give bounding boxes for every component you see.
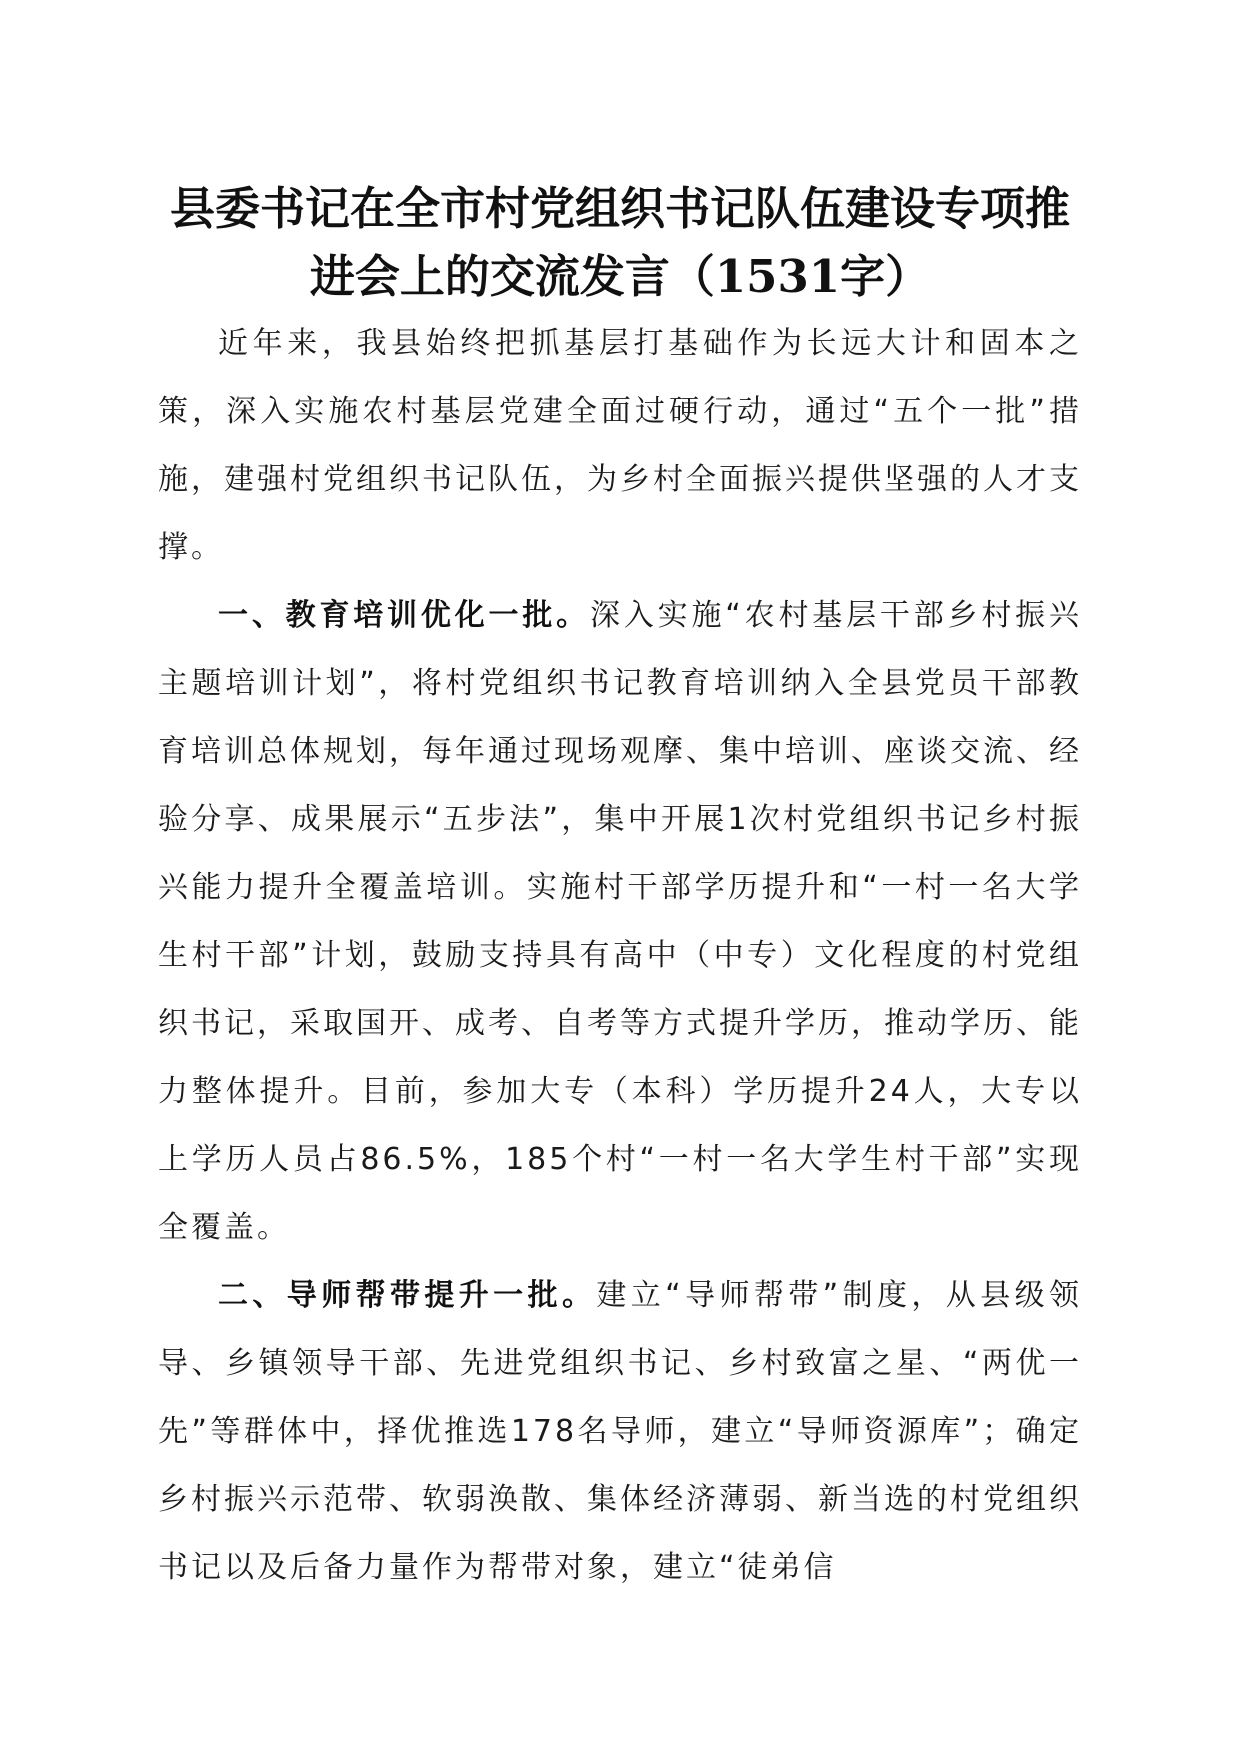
paragraph-section-1 <box>158 582 1082 1262</box>
paragraph-text: 近年来，我县始终把抓基层打基础作为长远大计和固本之策，深入实施农村基层党建全面过硬行动，通过“五个一批”措施，建强村党组织书记队伍，为乡村全面振兴提供坚强的人才支撑。 <box>158 326 1082 565</box>
title-line-1: 县委书记在全市村党组织书记队伍建设专项推 <box>169 182 1070 235</box>
paragraph-text: 建立“导师帮带”制度，从县级领导、乡镇领导干部、先进党组织书记、乡村致富之星、“两优一先”等群体中，择优推选178名导师，建立“导师资源库”；确定乡村振兴示范带、软弱涣散、集体经济薄弱、新当选的村党组织书记以及后备力量作为帮带对象，建立“徒弟信 <box>158 1278 1082 1585</box>
paragraph-intro <box>158 310 1082 582</box>
title-line-2: 进会上的交流发言（1531字） <box>309 250 931 303</box>
paragraph-section-2 <box>158 1262 1082 1602</box>
document-title <box>150 175 1090 311</box>
section-heading: 一、教育培训优化一批。 <box>218 598 590 633</box>
paragraph-text: 深入实施“农村基层干部乡村振兴主题培训计划”，将村党组织书记教育培训纳入全县党员干部教育培训总体规划，每年通过现场观摩、集中培训、座谈交流、经验分享、成果展示“五步法”，集中开展1次村党组织书记乡村振兴能力提升全覆盖培训。实施村干部学历提升和“一村一名大学生村干部”计划，鼓励支持具有高中（中专）文化程度的村党组织书记，采取国开、成考、自考等方式提升学历，推动学历、能力整体提升。目前，参加大专（本科）学历提升24人，大专以上学历人员占86.5%，185个村“一村一名大学生村干部”实现全覆盖。 <box>158 598 1082 1245</box>
section-heading: 二、导师帮带提升一批。 <box>218 1278 597 1313</box>
document-body <box>158 310 1082 1602</box>
